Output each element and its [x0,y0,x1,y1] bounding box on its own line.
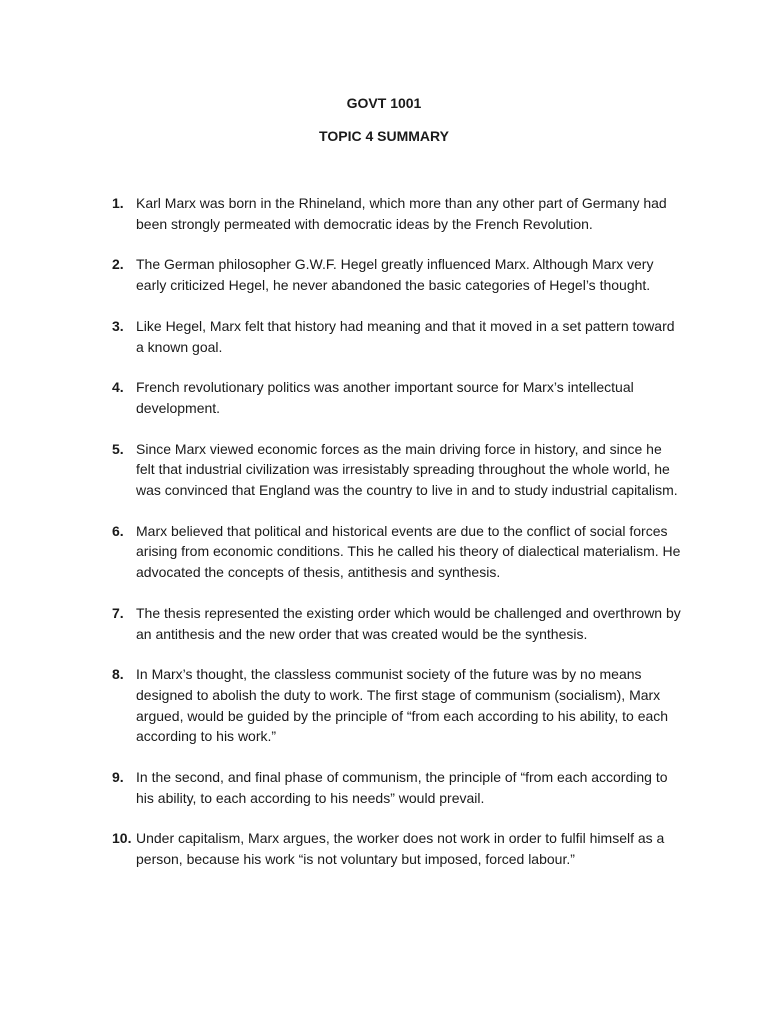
summary-item-5 [112,439,682,501]
item-number: 6. [112,522,124,539]
item-number: 10. [112,830,132,847]
summary-item-3 [112,316,682,357]
course-code: GOVT 1001 [346,95,422,111]
item-number: 9. [112,769,124,786]
summary-item-7 [112,603,682,644]
summary-item-9 [112,767,682,808]
summary-item-10 [112,828,682,869]
summary-list [112,193,682,890]
item-text: In Marx’s thought, the classless communist society of the future was by no means designed to abolish the duty to work. The first stage of communism (socialism), Marx argued, would be guided by the principle of “from each according to his ability, to each according to his work.” [136,666,669,745]
item-text: The thesis represented the existing order which would be challenged and overthrown by an antithesis and the new order that was created would be the synthesis. [136,604,681,642]
item-number: 2. [112,256,124,273]
item-text: French revolutionary politics was another important source for Marx’s intellectual development. [136,379,634,416]
item-number: 3. [112,317,124,334]
item-number: 7. [112,604,124,621]
item-text: Since Marx viewed economic forces as the main driving force in history, and since he felt that industrial civilization was irresistably spreading throughout the whole world, he was convinced that England was the country to live in and to study industrial capitalism. [136,440,678,499]
item-text: In the second, and final phase of communism, the principle of “from each according to his ability, to each according to his needs” would prevail. [136,769,668,806]
item-text: The German philosopher G.W.F. Hegel greatly influenced Marx. Although Marx very early criticized Hegel, he never abandoned the basic categories of Hegel’s thought. [136,256,654,294]
item-number: 8. [112,666,124,683]
item-text: Marx believed that political and historical events are due to the conflict of social forces arising from economic conditions. This he called his theory of dialectical materialism. He advocated the concepts of thesis, antithesis and synthesis. [136,522,681,581]
item-number: 1. [112,195,124,211]
summary-item-4 [112,377,682,418]
item-text: Under capitalism, Marx argues, the worker does not work in order to fulfil himself as a person, because his work “is not voluntary but imposed, forced labour.” [136,830,665,868]
topic-title: TOPIC 4 SUMMARY [319,128,449,144]
item-text: Karl Marx was born in the Rhineland, which more than any other part of Germany had been strongly permeated with democratic ideas by the French Revolution. [136,195,667,232]
item-number: 5. [112,440,124,457]
summary-item-1 [112,193,682,234]
item-text: Like Hegel, Marx felt that history had meaning and that it moved in a set pattern toward a known goal. [136,317,675,355]
summary-item-8 [112,664,682,747]
item-number: 4. [112,379,124,396]
summary-item-6 [112,521,682,583]
summary-item-2 [112,254,682,295]
